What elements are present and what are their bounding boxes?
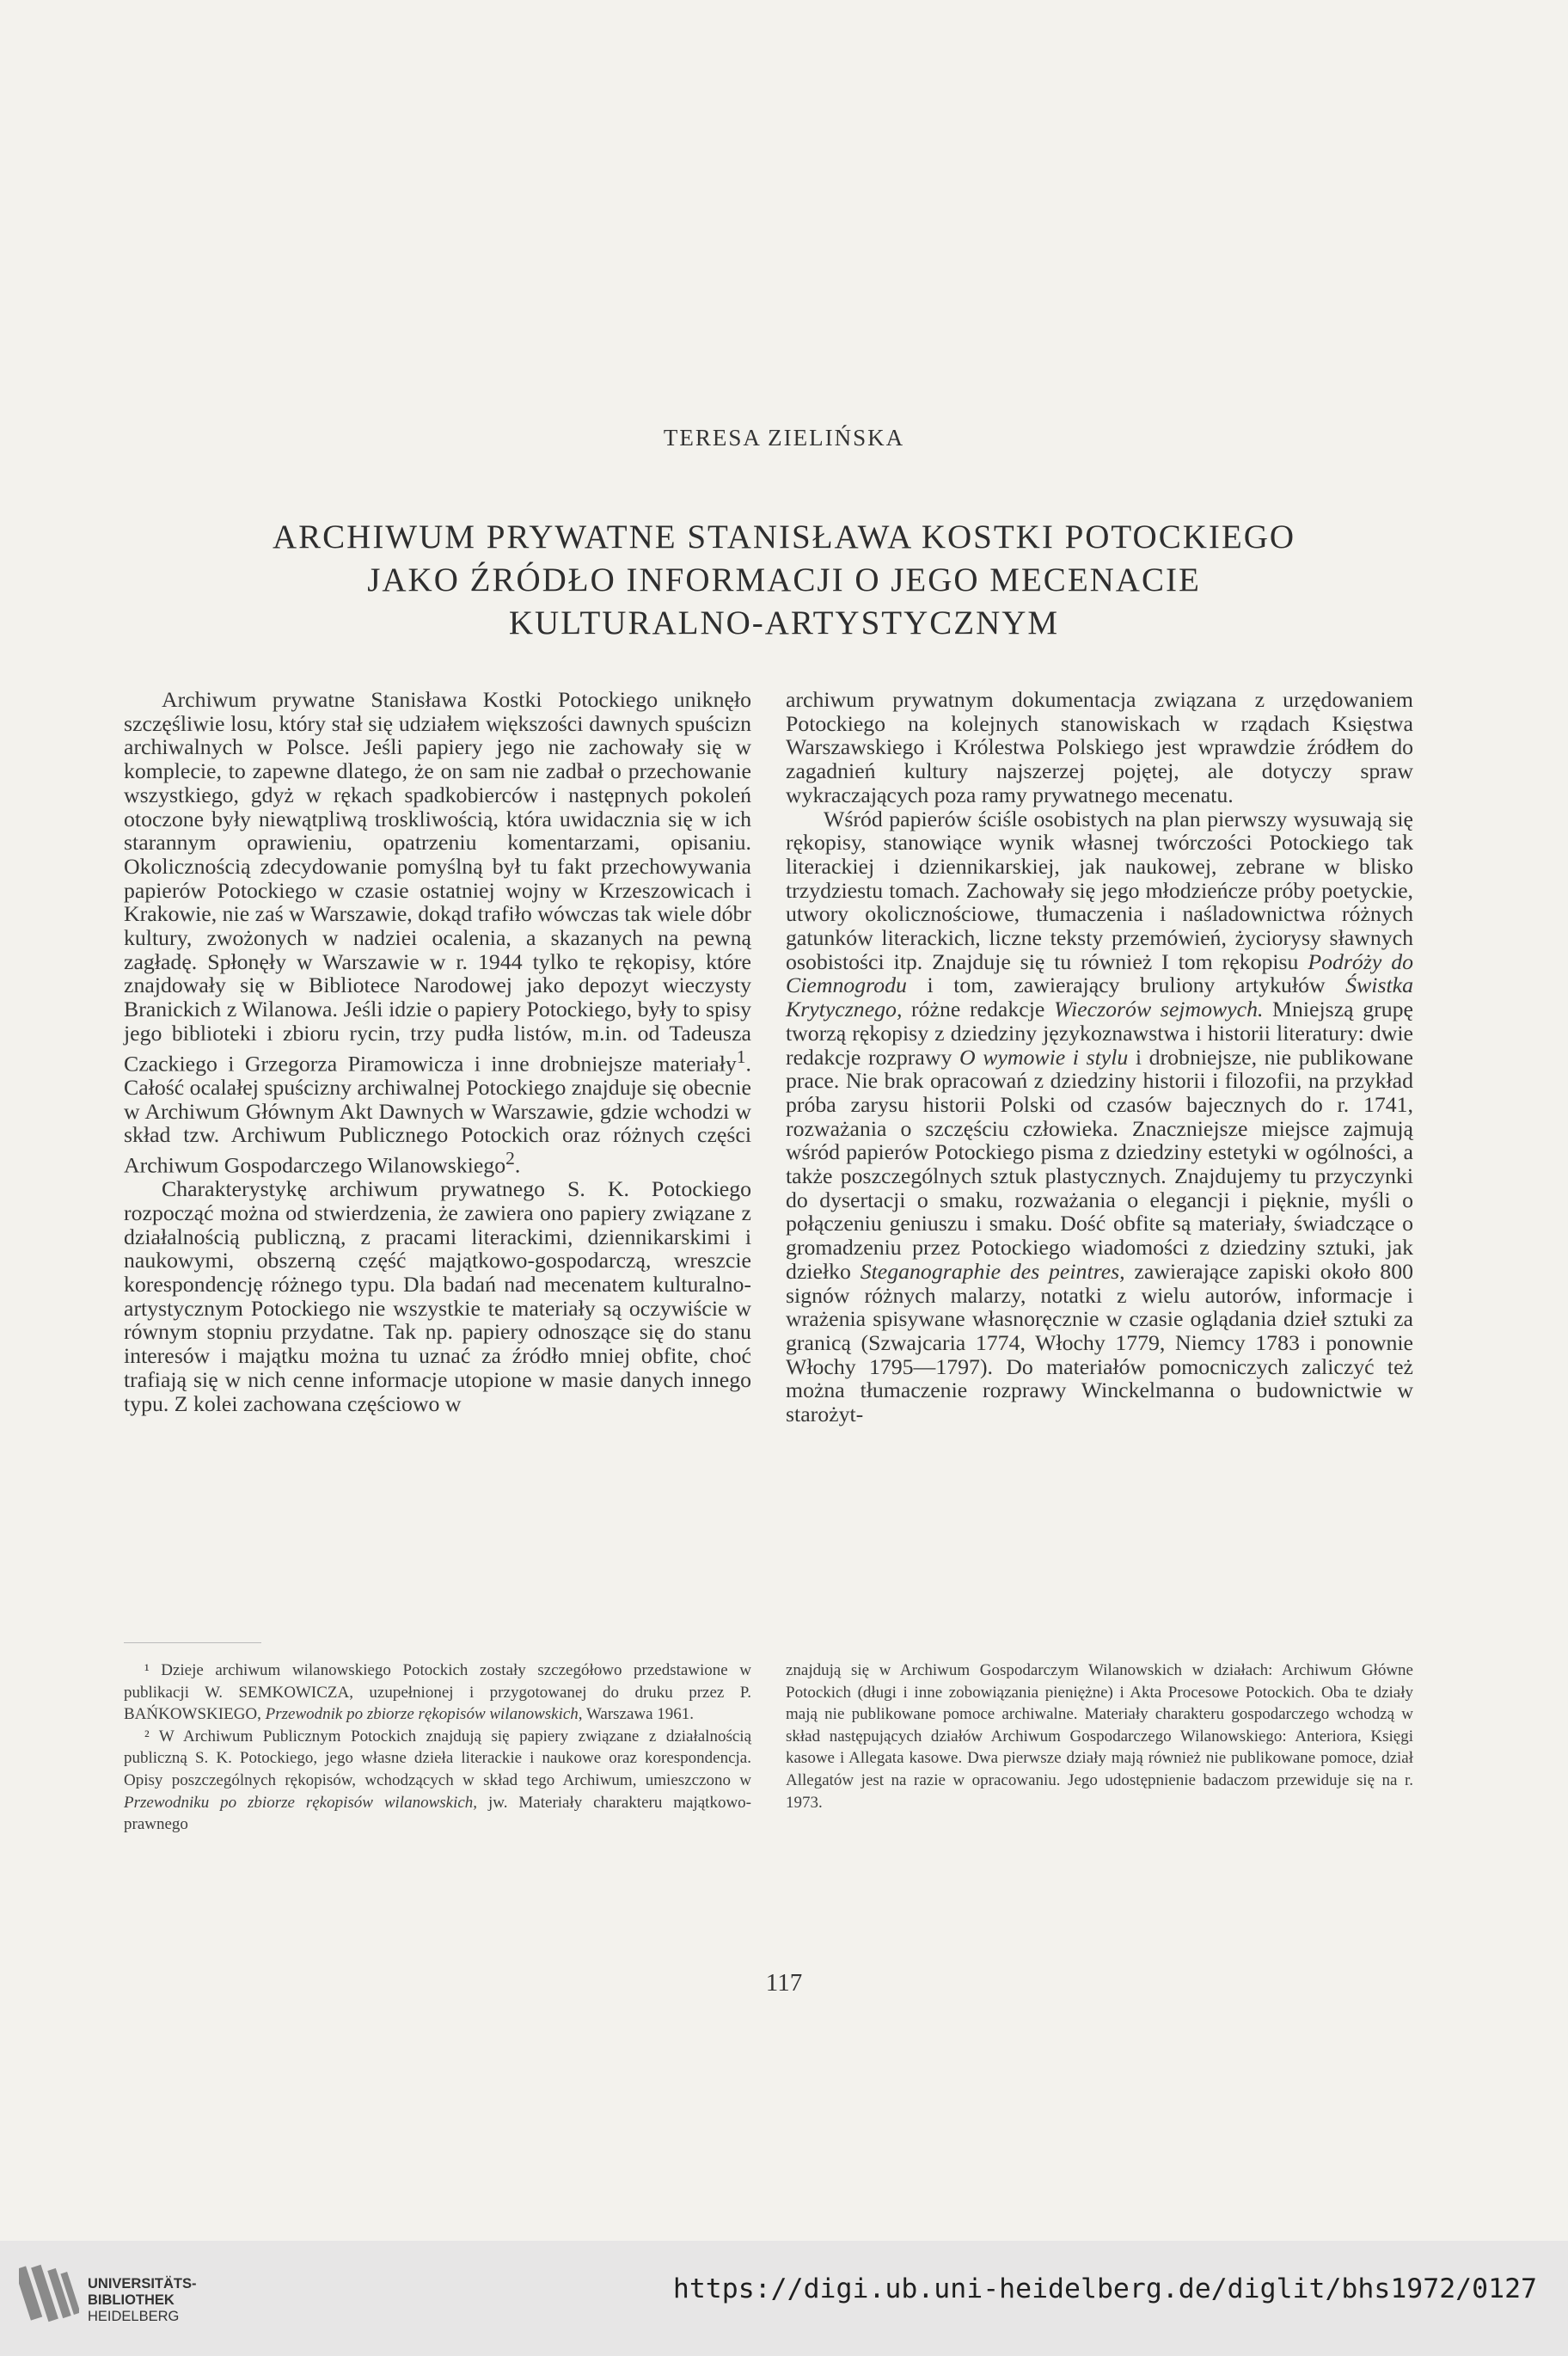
footnote-divider — [124, 1642, 261, 1643]
body-paragraph: Charakterystykę archiwum prywatnego S. K. Potockiego rozpocząć można od stwierdzenia, że zawiera ono papiery związane z działalnością publiczną, z pracami literackimi, dziennikarskimi i naukowymi, obszerną część majątkowo-gospodarczą, wreszcie korespondencję różnego typu. Dla badań nad mecenatem kulturalno-artystycznym Potockiego nie wszystkie te materiały są oczywiście w równym stopniu przydatne. Tak np. papiery odnoszące się do stanu interesów i majątku można tu uznać za źródło mniej obfite, choć trafiają się w nich cenne informacje utopione w masie danych innego typu. Z kolei zachowana częściowo w — [124, 1176, 751, 1416]
footnote-2-continued: znajdują się w Archiwum Gospodarczym Wilanowskich w działach: Archiwum Główne Potockich (długi i inne zobowiązania pieniężne) i Akta Procesowe Potockich. Oba te działy mają nie publikowane pomoce archiwalne. Materiały charakteru gospodarczego wchodzą w skład następujących działów Archiwum Gospodarczego Wilanowskiego: Anteriora, Księgi kasowe i Allegata kasowe. Dwa pierwsze działy mają również nie publikowane pomoce, dział Allegatów jest na razie w opracowaniu. Jego udostępnienie badaczom przewiduje się na r. 1973. — [786, 1661, 1413, 1812]
digitization-footer — [0, 2241, 1568, 2356]
footnotes-left — [124, 1660, 751, 1836]
book-title: Świstka Krytycznego, — [786, 972, 1413, 1022]
body-paragraph: Archiwum prywatne Stanisława Kostki Potockiego uniknęło szczęśliwie losu, który stał się udziałem większości dawnych spuścizn archiwalnych w Polsce. Jeśli papiery jego nie zachowały się w komplecie, to zapewne dlatego, że on sam nie zadbał o przechowanie wszystkiego, gdyż w rękach spadkobierców i następnych pokoleń otoczone były niewątpliwą troskliwością, która uwidacznia się w ich starannym oprawieniu, opatrzeniu komentarzami, opisaniu. Okolicznością zdecydowanie pomyślną był tu fakt przechowywania papierów Potockiego w czasie ostatniej wojny w Krzeszowicach i Krakowie, nie zaś w Warszawie, dokąd trafiło wówczas tak wiele dóbr kultury, zwożonych w nadziei ocalenia, a skazanych na pewną zagładę. Spłonęły w Warszawie w r. 1944 tylko te rękopisy, które znajdowały się w Bibliotece Narodowej jako depozyt wieczysty Branickich z Wilanowa. Jeśli idzie o papiery Potockiego, były to spisy jego biblioteki i zbioru rycin, trzy pudła listów, m.in. od Tadeusza Czackiego i Grzegorza Piramowicza i inne drobniejsze materiały$^1$. Całość ocalałej spuścizny archiwalnej Potockiego znajduje się obecnie w Archiwum Głównym Akt Dawnych w Warszawie, gdzie wchodzi w skład tzw. Archiwum Publicznego Potockich oraz różnych części Archiwum Gospodarczego Wilanowskiego$^2$. — [124, 687, 751, 1178]
page-number: 117 — [765, 1969, 803, 1997]
title-line-3: KULTURALNO-ARTYSTYCZNYM — [508, 604, 1060, 641]
source-url-link[interactable]: https://digi.ub.uni-heidelberg.de/diglit/bhs1972/0127 — [672, 2273, 1537, 2304]
title-line-1: ARCHIWUM PRYWATNE STANISŁAWA KOSTKI POTOCKIEGO — [272, 518, 1296, 555]
book-title: O wymowie i stylu — [959, 1044, 1129, 1070]
university-library-logo-icon — [19, 2260, 79, 2327]
author-name: TERESA ZIELIŃSKA — [663, 425, 905, 451]
book-title: Podróży do Ciemnogrodu — [786, 948, 1413, 998]
footnotes-right — [786, 1660, 1413, 1813]
library-name: UNIVERSITÄTS- BIBLIOTHEK HEIDELBERG — [88, 2276, 197, 2324]
body-paragraph: archiwum prywatnym dokumentacja związana z urzędowaniem Potockiego na kolejnych stanowiskach w rządach Księstwa Warszawskiego i Królestwa Polskiego jest wprawdzie źródłem do zagadnień kultury najszerzej pojętej, ale dotyczy spraw wykraczających poza ramy prywatnego mecenatu. — [786, 687, 1413, 807]
body-column-left — [124, 688, 751, 1415]
body-paragraph: Wśród papierów ściśle osobistych na plan pierwszy wysuwają się rękopisy, stanowiące wynik własnej twórczości Potockiego tak literackiej i dziennikarskiej, jak naukowej, zebrane w blisko trzydziestu tomach. Zachowały się jego młodzieńcze próby poetyckie, utwory okolicznościowe, tłumaczenia i naśladownictwa różnych gatunków literackich, liczne teksty przemówień, życiorysy sławnych osobistości itp. Znajduje się tu również I tom rękopisu Podróży do Ciemnogrodu i tom, zawierający bruliony artykułów Świstka Krytycznego, różne redakcje Wieczorów sejmowych. Mniejszą grupę tworzą rękopisy z dziedziny językoznawstwa i historii literatury: dwie redakcje rozprawy O wymowie i stylu i drobniejsze, nie publikowane prace. Nie brak opracowań z dziedziny historii i filozofii, na przykład próba zarysu historii Polski od czasów bajecznych do r. 1741, rozważania o szczęściu człowieka. Znaczniejsze miejsce zajmują wśród papierów Potockiego pisma z dziedziny estetyki w ogólności, a także poszczególnych sztuk plastycznych. Znajdujemy tu przyczynki do dysertacji o smaku, rozważania o elegancji i pięknie, myśli o połączeniu geniuszu i smaku. Dość obfite są materiały, świadczące o gromadzeniu przez Potockiego wiadomości z dziedziny sztuki, jak dziełko Steganographie des peintres, zawierające zapiski około 800 signów różnych malarzy, notatki z wielu autorów, informacje i wrażenia spisywane własnoręcznie w czasie oglądania dzieł sztuki za granicą (Szwajcaria 1774, Włochy 1779, Niemcy 1783 i ponownie Włochy 1795—1797). Do materiałów pomocniczych zaliczyć też można tłumaczenie rozprawy Winckelmanna o budownictwie w starożyt- — [786, 806, 1413, 1427]
footnote-ref-2: 2 — [505, 1147, 515, 1169]
footnote-1: ¹ Dzieje archiwum wilanowskiego Potockich zostały szczegółowo przedstawione w publikacji W. SEMKOWICZA, uzupełnionej i przygotowanej do druku przez P. BAŃKOWSKIEGO, Przewodnik po zbiorze rękopisów wilanowskich, Warszawa 1961. — [124, 1661, 751, 1724]
book-title: Steganographie des peintres, — [860, 1258, 1125, 1284]
title-line-2: JAKO ŹRÓDŁO INFORMACJI O JEGO MECENACIE — [367, 561, 1201, 598]
footnote-2: ² W Archiwum Publicznym Potockich znajdują się papiery związane z działalnością publiczną S. K. Potockiego, jego własne dzieła literackie i naukowe oraz korespondencja. Opisy poszczególnych rękopisów, wchodzących w skład tego Archiwum, umieszczono w Przewodniku po zbiorze rękopisów wilanowskich, jw. Materiały charakteru majątkowo-prawnego — [124, 1727, 752, 1834]
book-title: Wieczorów sejmowych. — [1053, 997, 1264, 1022]
article-title — [129, 516, 1439, 645]
footnote-ref-1: 1 — [736, 1046, 746, 1067]
body-column-right — [786, 688, 1413, 1426]
